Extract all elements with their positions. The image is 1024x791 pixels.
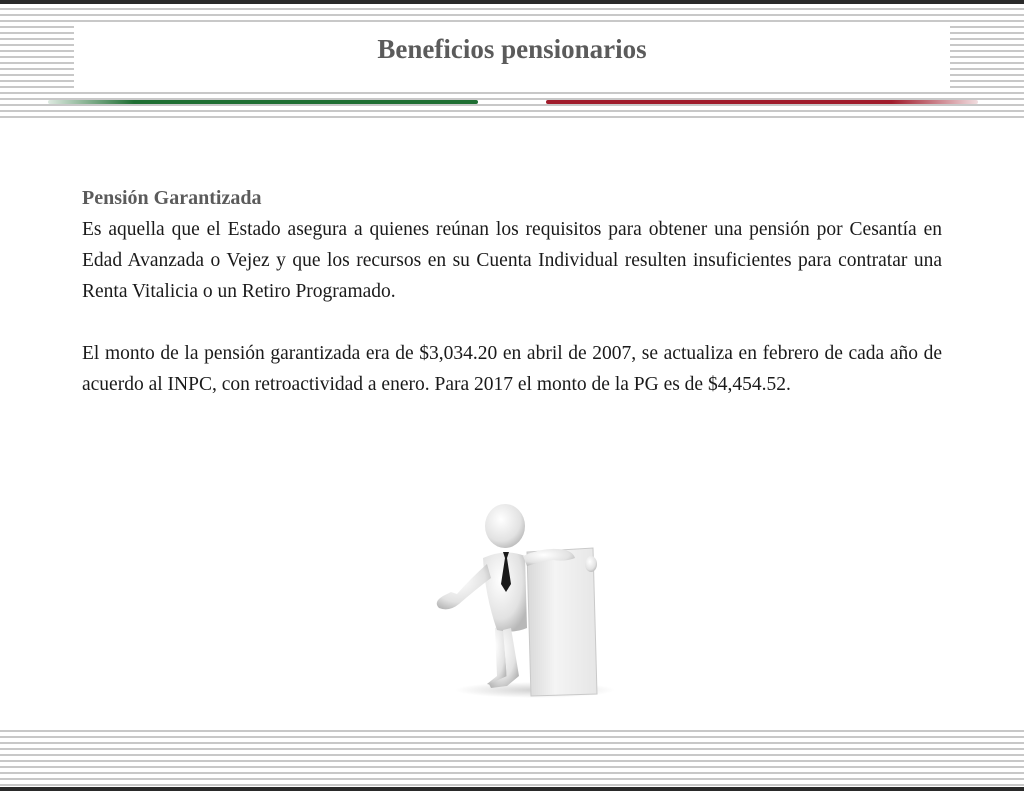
person-holding-sign-icon xyxy=(415,500,615,700)
slide-title: Beneficios pensionarios xyxy=(377,34,647,64)
red-accent-line xyxy=(546,100,978,104)
footer-stripes xyxy=(0,730,1024,787)
green-accent-line xyxy=(48,100,478,104)
amount-paragraph: El monto de la pensión garantizada era de $3,034.20 en abril de 2007, se actualiza en febrero de cada año de acuerdo al INPC, con retroactividad a enero. Para 2017 el monto de la PG es de $4,454.52. xyxy=(82,343,942,395)
definition-paragraph: Es aquella que el Estado asegura a quienes reúnan los requisitos para obtener una pensión por Cesantía en Edad Avanzada o Vejez y que los recursos en su Cuenta Individual resulten insuficientes para contratar una Renta Vitalicia o un Retiro Programado. xyxy=(82,219,942,302)
section-heading: Pensión Garantizada xyxy=(82,187,262,209)
slide-body xyxy=(82,183,942,400)
top-border xyxy=(0,0,1024,4)
bottom-border xyxy=(0,787,1024,791)
title-panel xyxy=(74,24,950,88)
